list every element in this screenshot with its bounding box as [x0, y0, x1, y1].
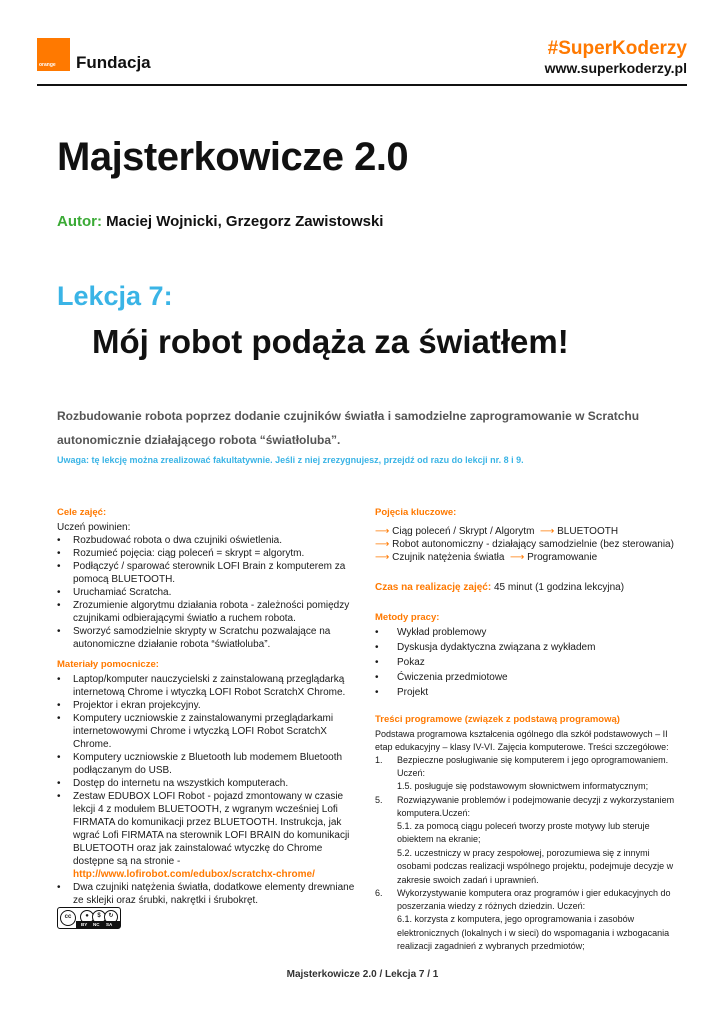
lesson-label: Lekcja 7: [57, 281, 173, 311]
item-text: Rozwiązywanie problemów i podejmowanie decyzji z wykorzystaniem komputera.Uczeń: [397, 794, 675, 818]
concept-row [375, 525, 675, 538]
concept-item: Ciąg poleceń / Skrypt / Algorytm [392, 526, 535, 537]
list-item [57, 790, 357, 881]
lesson-title: Mój robot podąża za światłem! [92, 323, 569, 360]
concept-item: Czujnik natężenia światła [392, 552, 505, 563]
item-text: Wykorzystywanie komputera oraz programów i gier edukacyjnych do poszerzania wiedzy z różnych dziedzin. Uczeń: [397, 888, 671, 911]
list-item: • Dyskusja dydaktyczna związana z wykładem [375, 641, 675, 654]
list-item: • Podłączyć / sparować sterownik LOFI Brain z komputerem za pomocą BLUETOOTH. [57, 560, 357, 586]
item-sub: 6.1. korzysta z komputera, jego oprogramowania i zasobów elektronicznych (lokalnych i w sieci) do wspomagania i wzbogacania realizacji zagadnień z wybranych przedmiotów; [397, 914, 670, 951]
page-header [37, 38, 687, 86]
concept-item: Programowanie [527, 552, 598, 563]
orange-logo-text: orange [39, 62, 56, 68]
sa-label: SA [106, 922, 113, 927]
cc-license-badge [57, 907, 121, 929]
materials-kit-text: Zestaw EDUBOX LOFI Robot - pojazd zmontowany w czasie lekcji 4 z modułem BLUETOOTH, z wgranym wcześniej Lofi FIRMATA do komunikacji przez BLUETOOTH. Instrukcja, jak wgrać Lofi FIRMATA na sterownik LOFI BRAIN do komunikacji BLUETOOTH oraz jak zainstalować wtyczkę do Chrome dostępne są na stronie - [73, 791, 350, 867]
concept-row [375, 551, 675, 564]
concept-row [375, 538, 675, 551]
by-label: BY [81, 922, 88, 927]
concept-item: BLUETOOTH [557, 526, 619, 537]
list-item: • Pokaz [375, 656, 675, 669]
goals-intro: Uczeń powinien: [57, 522, 131, 533]
program-intro: Podstawa programowa kształcenia ogólnego dla szkół podstawowych – II etap edukacyjny – klasy IV-VI. Zajęcia komputerowe. Treści szczegółowe: [375, 729, 669, 752]
arrow-icon: ⟶ [509, 552, 525, 563]
list-item: • Komputery uczniowskie z zainstalowanymi przeglądarkami internetowowymi Chrome i wtyczką LOFI Robot ScratchX Chrome. [57, 712, 357, 751]
program-heading: Treści programowe (związek z podstawą programową) [375, 714, 620, 725]
brand-name: Fundacja [76, 53, 151, 72]
item-number: 1. [375, 755, 383, 765]
time-line [375, 581, 675, 594]
list-item [375, 794, 675, 888]
site-url[interactable]: www.superkoderzy.pl [544, 60, 687, 76]
goals-heading: Cele zajęć: [57, 507, 107, 518]
item-number: 5. [375, 794, 383, 805]
arrow-icon: ⟶ [375, 539, 390, 550]
list-item: • Projekt [375, 686, 675, 699]
orange-logo [37, 38, 70, 71]
by-icon: ● [80, 910, 94, 924]
list-item: • Sworzyć samodzielnie skrypty w Scratchu pozwalające na autonomiczne działanie robota “światłoluba”. [57, 625, 357, 651]
list-item: • Komputery uczniowskie z Bluetooth lub modemem Bluetooth podłączanym do USB. [57, 751, 357, 777]
time-label: Czas na realizację zajęć: [375, 582, 492, 593]
scratchx-link[interactable]: http://www.lofirobot.com/edubox/scratchx-chrome/ [73, 869, 315, 880]
methods-heading: Metody pracy: [375, 612, 440, 623]
list-item: • Projektor i ekran projekcyjny. [57, 699, 357, 712]
item-number: 6. [375, 888, 383, 898]
program-list [375, 754, 675, 954]
left-column [57, 506, 357, 907]
list-item: • Uruchamiać Scratcha. [57, 586, 357, 599]
author-label: Autor: [57, 213, 102, 230]
materials-heading: Materiały pomocnicze: [57, 659, 159, 670]
cc-label-bar [76, 921, 120, 928]
item-sub: 1.5. posługuje się podstawowym słownictwem informatycznym; [397, 781, 649, 791]
author-line [57, 213, 383, 230]
author-names: Maciej Wojnicki, Grzegorz Zawistowski [106, 213, 384, 230]
list-item: • Rozbudować robota o dwa czujniki oświetlenia. [57, 534, 357, 547]
list-item: • Dwa czujniki natężenia światła, dodatkowe elementy drewniane ze sklejki oraz śrubki, nakrętki i śrubokręt. [57, 881, 357, 907]
list-item: • Ćwiczenia przedmiotowe [375, 671, 675, 684]
document-title: Majsterkowicze 2.0 [57, 135, 409, 179]
list-item [375, 754, 675, 794]
nc-icon: $ [92, 910, 106, 924]
concepts-list [375, 525, 675, 564]
page-footer: Majsterkowicze 2.0 / Lekcja 7 / 1 [286, 969, 439, 980]
sa-icon: ↻ [104, 910, 118, 924]
item-sub: 5.2. uczestniczy w pracy zespołowej, porozumiewa się z innymi osobami podczas realizacji wspólnego projektu, podejmuje decyzje w zakresie swoich zadań i uprawnień. [397, 847, 674, 885]
item-text: Bezpieczne posługiwanie się komputerem i jego oprogramowaniem. Uczeń: [397, 755, 669, 778]
arrow-icon: ⟶ [539, 526, 555, 537]
hashtag: #SuperKoderzy [547, 38, 687, 59]
concept-item: Robot autonomiczny - działający samodzielnie (bez sterowania) [392, 539, 674, 550]
lesson-intro: Rozbudowanie robota poprzez dodanie czujników światła i samodzielne zaprogramowanie w Scratchu autonomicznie działającego robota “światłoluba”. [57, 409, 640, 447]
concepts-heading: Pojęcia kluczowe: [375, 507, 457, 518]
list-item [375, 887, 675, 954]
time-value: 45 minut (1 godzina lekcyjna) [493, 582, 625, 593]
header-divider [37, 84, 687, 86]
list-item: • Rozumieć pojęcia: ciąg poleceń = skrypt = algorytm. [57, 547, 357, 560]
arrow-icon: ⟶ [375, 526, 390, 537]
materials-list [57, 673, 357, 907]
nc-label: NC [93, 922, 100, 927]
list-item: • Dostęp do internetu na wszystkich komputerach. [57, 777, 357, 790]
list-item: • Laptop/komputer nauczycielski z zainstalowaną przeglądarką internetową Chrome i wtyczką LOFI Robot ScratchX Chrome. [57, 673, 357, 699]
cc-icon: cc [60, 910, 76, 926]
arrow-icon: ⟶ [375, 552, 390, 563]
methods-list [375, 626, 675, 699]
right-column [375, 506, 675, 954]
item-sub: 5.1. za pomocą ciągu poleceń tworzy proste motywy lub steruje obiektem na ekranie; [397, 820, 650, 844]
goals-list [57, 534, 357, 651]
list-item: • Zrozumienie algorytmu działania robota - zależności pomiędzy czujnikami odbierającymi światło a ruchem robota. [57, 599, 357, 625]
lesson-note: Uwaga: tę lekcję można zrealizować fakultatywnie. Jeśli z niej zrezygnujesz, przejdź od razu do lekcji nr. 8 i 9. [57, 455, 524, 465]
list-item: • Wykład problemowy [375, 626, 675, 639]
